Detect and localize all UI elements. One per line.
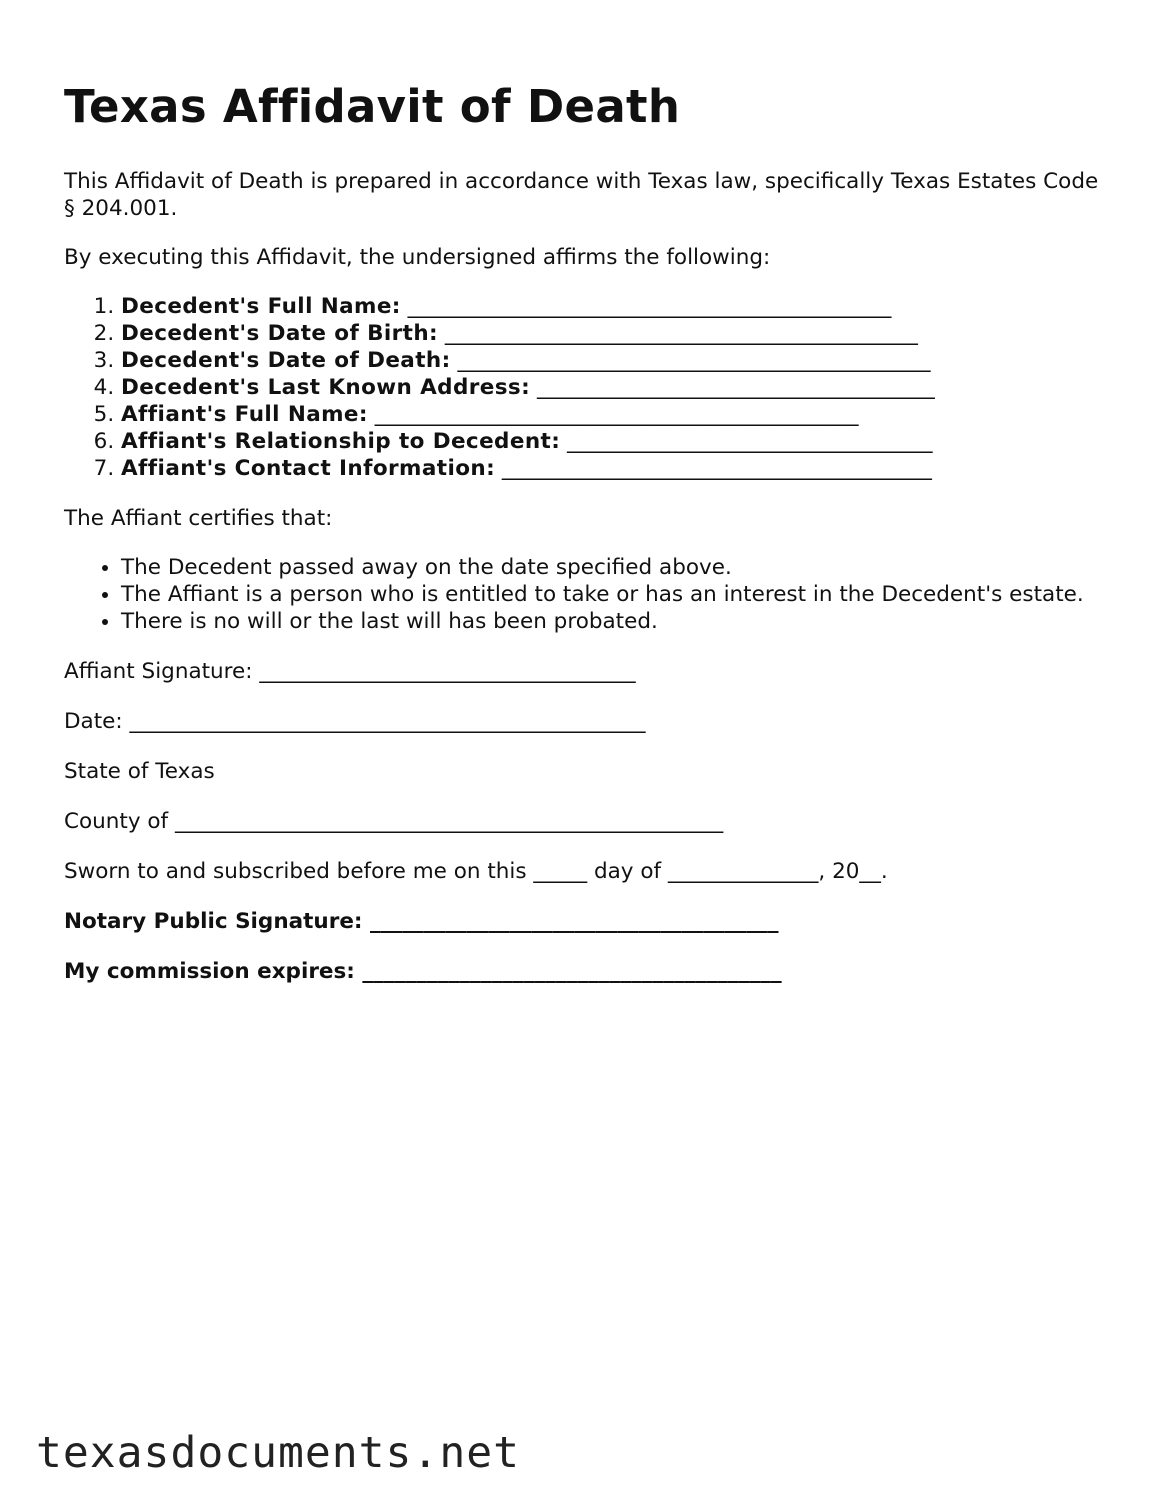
commission-expires-line[interactable]: My commission expires: _______________________________________ (64, 959, 782, 984)
field-decedent-date-of-death: 3. Decedent's Date of Death: ____________________________________________ (121, 347, 1104, 374)
field-affiant-full-name: 5. Affiant's Full Name: _____________________________________________ (121, 401, 1104, 428)
site-watermark: texasdocuments.net (36, 1428, 520, 1478)
blank-line[interactable]: ________________________________________ (495, 456, 932, 481)
certification-item: • The Decedent passed away on the date specified above. (121, 554, 1104, 581)
sworn-line[interactable]: Sworn to and subscribed before me on this _____ day of ______________, 20__. (64, 859, 888, 884)
blank-line[interactable]: __________________________________ (560, 429, 933, 454)
affirmation-list (64, 293, 1104, 482)
document-page (64, 80, 1104, 1008)
blank-line[interactable]: _____________________________________________ (367, 402, 859, 427)
blank-line[interactable]: ____________________________________________ (438, 321, 918, 346)
intro-paragraph: This Affidavit of Death is prepared in accordance with Texas law, specifically Texas Estates Code § 204.001. (64, 169, 1099, 221)
affiant-signature-line[interactable]: Affiant Signature: ___________________________________ (64, 659, 636, 684)
certification-list (64, 554, 1104, 635)
state-line: State of Texas (64, 759, 215, 784)
notary-signature-line[interactable]: Notary Public Signature: ______________________________________ (64, 909, 779, 934)
affirmation-lead: By executing this Affidavit, the undersigned affirms the following: (64, 245, 771, 270)
field-decedent-date-of-birth: 2. Decedent's Date of Birth: ____________________________________________ (121, 320, 1104, 347)
blank-line[interactable]: _____________________________________________ (400, 294, 892, 319)
certification-lead: The Affiant certifies that: (64, 506, 333, 531)
certification-item: • The Affiant is a person who is entitled to take or has an interest in the Decedent's estate. (121, 581, 1104, 608)
field-decedent-last-address: 4. Decedent's Last Known Address: _____________________________________ (121, 374, 1104, 401)
blank-line[interactable]: _____________________________________ (530, 375, 935, 400)
field-affiant-contact: 7. Affiant's Contact Information: ________________________________________ (121, 455, 1104, 482)
county-line[interactable]: County of ___________________________________________________ (64, 809, 724, 834)
document-title: Texas Affidavit of Death (64, 80, 681, 133)
date-line[interactable]: Date: ________________________________________________ (64, 709, 646, 734)
field-decedent-full-name: 1. Decedent's Full Name: _____________________________________________ (121, 293, 1104, 320)
blank-line[interactable]: ____________________________________________ (450, 348, 931, 373)
field-affiant-relationship: 6. Affiant's Relationship to Decedent: __________________________________ (121, 428, 1104, 455)
certification-item: • There is no will or the last will has been probated. (121, 608, 1104, 635)
